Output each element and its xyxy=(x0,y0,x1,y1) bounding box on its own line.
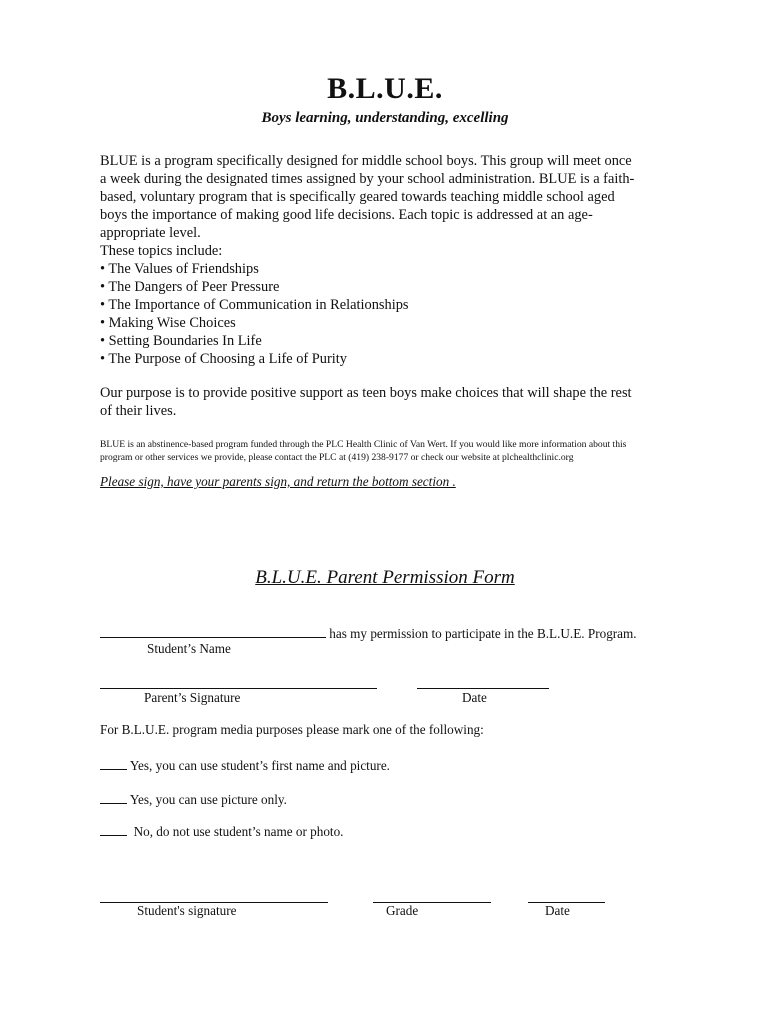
parent-signature-blank[interactable] xyxy=(100,674,377,689)
media-option xyxy=(100,755,390,774)
purpose-line: of their lives. xyxy=(100,403,177,419)
topic-item: • The Purpose of Choosing a Life of Purity xyxy=(100,351,347,367)
fineprint-paragraph xyxy=(100,438,670,464)
intro-line: BLUE is a program specifically designed for middle school boys. This group will meet once xyxy=(100,153,632,169)
topics-heading: These topics include: xyxy=(100,243,223,259)
permission-text: has my permission to participate in the B.L.U.E. Program. xyxy=(329,626,637,641)
student-signature-label: Student's signature xyxy=(137,903,237,918)
student-signature-blank[interactable] xyxy=(100,888,328,903)
topic-item: • The Dangers of Peer Pressure xyxy=(100,279,280,295)
student-name-blank[interactable] xyxy=(100,623,326,638)
option-check-blank[interactable] xyxy=(100,821,127,836)
parent-signature-label: Parent’s Signature xyxy=(144,690,241,705)
grade-blank[interactable] xyxy=(373,888,491,903)
student-date-label: Date xyxy=(545,903,570,918)
option-label: No, do not use student’s name or photo. xyxy=(130,824,344,839)
intro-line: based, voluntary program that is specifically geared towards teaching middle school aged xyxy=(100,189,615,205)
intro-section xyxy=(100,152,670,368)
intro-line: appropriate level. xyxy=(100,225,201,241)
media-option xyxy=(100,821,343,840)
parent-date-blank[interactable] xyxy=(417,674,549,689)
intro-line: boys the importance of making good life decisions. Each topic is addressed at an age- xyxy=(100,207,593,223)
student-name-label: Student’s Name xyxy=(147,641,231,656)
option-label: Yes, you can use picture only. xyxy=(129,792,287,807)
permission-row xyxy=(100,623,637,642)
form-title: B.L.U.E. Parent Permission Form xyxy=(255,567,515,588)
option-check-blank[interactable] xyxy=(100,755,127,770)
student-date-blank[interactable] xyxy=(528,888,605,903)
media-option xyxy=(100,789,287,808)
option-label: Yes, you can use student’s first name and picture. xyxy=(129,758,390,773)
fineprint-line: BLUE is an abstinence-based program funded through the PLC Health Clinic of Van Wert. If you would like more information about this xyxy=(100,439,627,450)
intro-line: a week during the designated times assigned by your school administration. BLUE is a faith- xyxy=(100,171,635,187)
document-title: B.L.U.E. xyxy=(327,72,443,105)
purpose-line: Our purpose is to provide positive support as teen boys make choices that will shape the rest xyxy=(100,385,632,401)
option-check-blank[interactable] xyxy=(100,789,127,804)
topic-item: • The Importance of Communication in Relationships xyxy=(100,297,409,313)
topic-item: • Making Wise Choices xyxy=(100,315,236,331)
document-subtitle: Boys learning, understanding, excelling xyxy=(261,110,509,126)
purpose-paragraph xyxy=(100,384,670,420)
grade-label: Grade xyxy=(386,903,419,918)
fineprint-line: program or other services we provide, please contact the PLC at (419) 238-9177 or check our website at plchealthclinic.org xyxy=(100,452,574,463)
topic-item: • Setting Boundaries In Life xyxy=(100,333,262,349)
return-instruction: Please sign, have your parents sign, and return the bottom section . xyxy=(100,474,456,489)
parent-date-label: Date xyxy=(462,690,487,705)
media-prompt: For B.L.U.E. program media purposes please mark one of the following: xyxy=(100,722,484,737)
topic-item: • The Values of Friendships xyxy=(100,261,259,277)
